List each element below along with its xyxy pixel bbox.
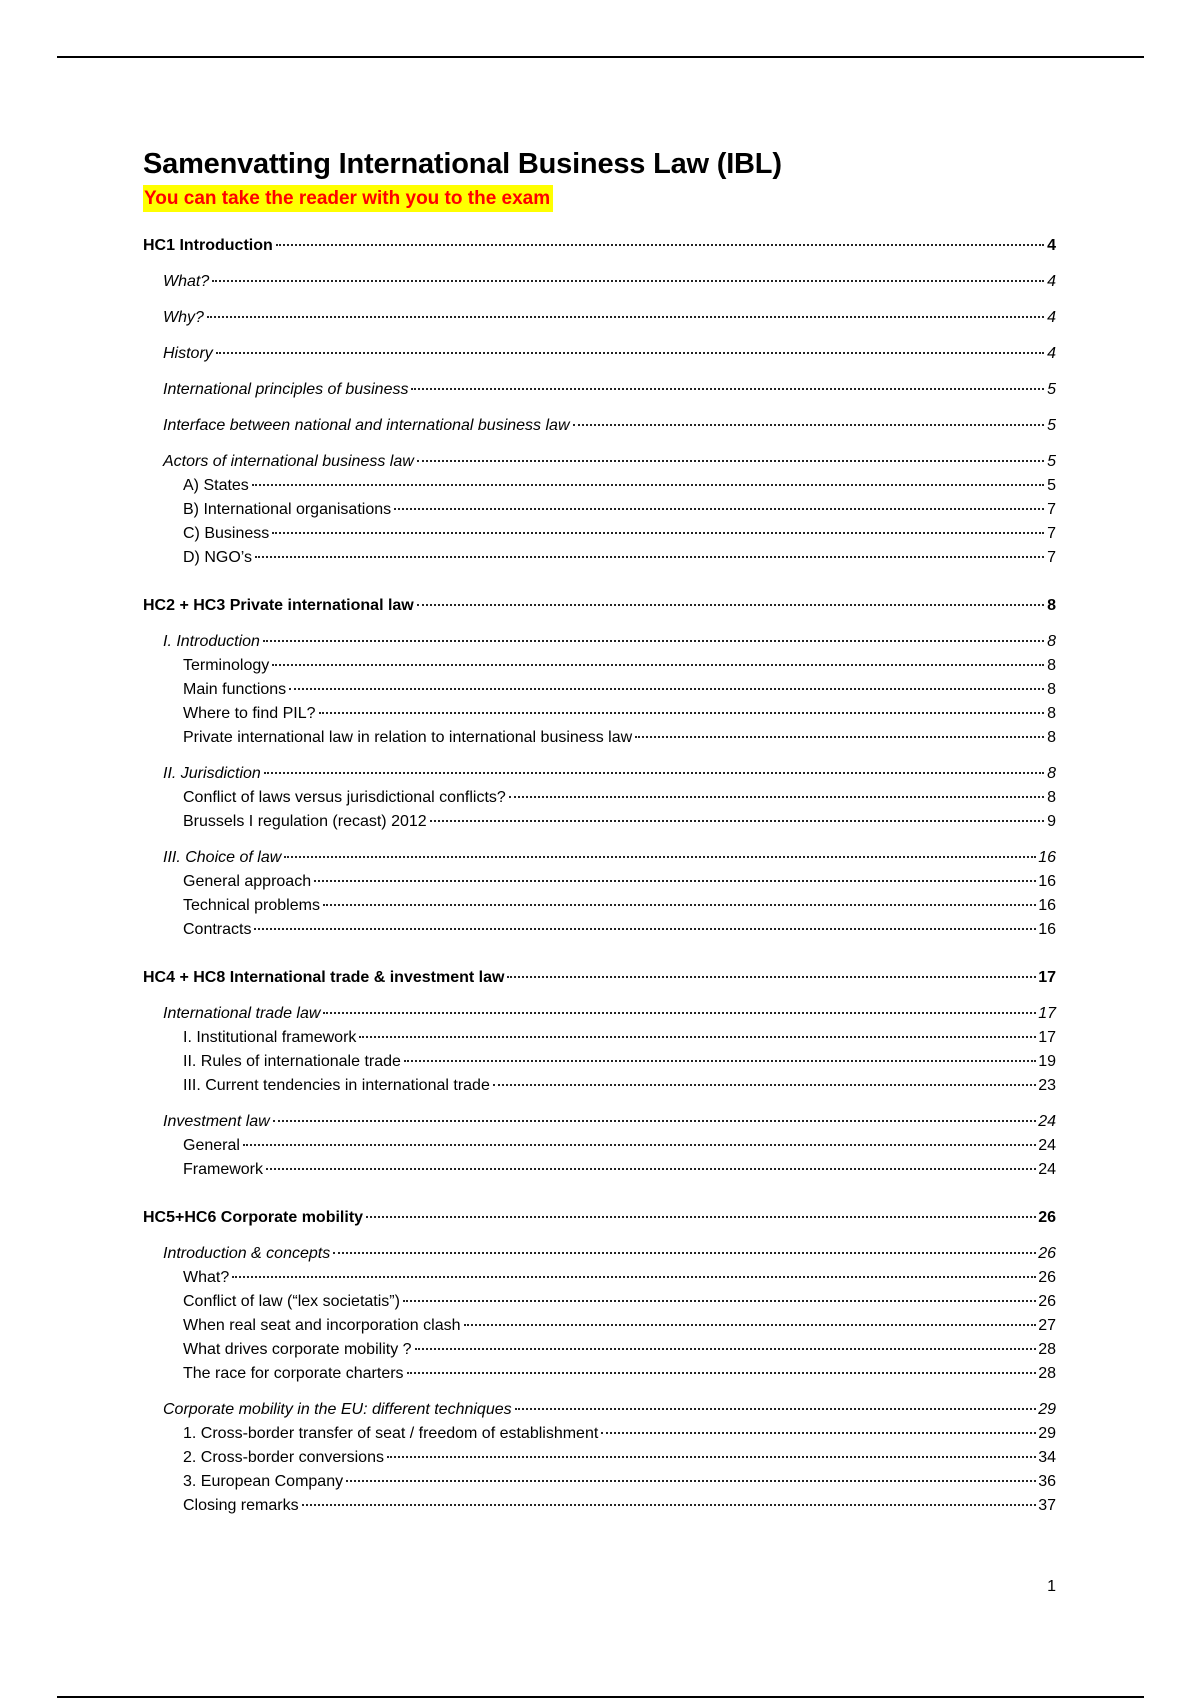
toc-entry-page: 8 <box>1047 681 1056 698</box>
toc-entry-why[interactable] <box>143 306 1056 330</box>
toc-entry-title: International principles of business <box>163 381 409 398</box>
document-title: Samenvatting International Business Law (IBL) <box>143 148 782 180</box>
header-rule <box>57 56 1144 58</box>
toc-entry-terminology[interactable] <box>143 654 1056 678</box>
dot-leader <box>333 1252 1036 1254</box>
dot-leader <box>252 484 1044 486</box>
toc-entry-title: C) Business <box>183 525 270 542</box>
toc-entry-current-tendencies[interactable] <box>143 1074 1056 1098</box>
toc-entry-page: 16 <box>1038 849 1056 866</box>
toc-entry-title: Closing remarks <box>183 1497 299 1514</box>
dot-leader <box>635 736 1044 738</box>
toc-entry-european-company[interactable] <box>143 1470 1056 1494</box>
dot-leader <box>254 928 1036 930</box>
toc-entry-business[interactable] <box>143 522 1056 546</box>
toc-entry-page: 8 <box>1047 633 1056 650</box>
toc-entry-title: I. Institutional framework <box>183 1029 357 1046</box>
dot-leader <box>394 508 1044 510</box>
toc-entry-investment-law[interactable] <box>143 1110 1056 1134</box>
toc-entry-page: 17 <box>1038 1029 1056 1046</box>
toc-entry-what-drives-mobility[interactable] <box>143 1338 1056 1362</box>
toc-entry-transfer-of-seat[interactable] <box>143 1422 1056 1446</box>
highlighted-note: You can take the reader with you to the exam <box>143 185 553 212</box>
toc-entry-what[interactable] <box>143 270 1056 294</box>
dot-leader <box>314 880 1036 882</box>
toc-entry-page: 16 <box>1038 921 1056 938</box>
dot-leader <box>493 1084 1036 1086</box>
toc-entry-title: HC5+HC6 Corporate mobility <box>143 1209 364 1226</box>
dot-leader <box>266 1168 1036 1170</box>
dot-leader <box>411 388 1044 390</box>
toc-entry-title: HC1 Introduction <box>143 237 273 254</box>
toc-entry-page: 24 <box>1038 1137 1056 1154</box>
toc-entry-page: 19 <box>1038 1053 1056 1070</box>
dot-leader <box>272 532 1044 534</box>
toc-entry-title: When real seat and incorporation clash <box>183 1317 461 1334</box>
dot-leader <box>407 1372 1037 1374</box>
toc-entry-title: History <box>163 345 213 362</box>
toc-entry-page: 28 <box>1038 1365 1056 1382</box>
toc-entry-title: Why? <box>163 309 204 326</box>
dot-leader <box>359 1036 1036 1038</box>
toc-entry-page: 4 <box>1047 345 1056 362</box>
toc-entry-actors[interactable] <box>143 450 1056 474</box>
toc-entry-hc1[interactable] <box>143 233 1056 258</box>
toc-entry-title: HC4 + HC8 International trade & investment law <box>143 969 505 986</box>
toc-entry-title: Investment law <box>163 1113 270 1130</box>
toc-entry-page: 34 <box>1038 1449 1056 1466</box>
dot-leader <box>284 856 1036 858</box>
dot-leader <box>346 1480 1036 1482</box>
toc-entry-page: 26 <box>1038 1209 1056 1226</box>
toc-entry-international-organisations[interactable] <box>143 498 1056 522</box>
toc-entry-title: 2. Cross-border conversions <box>183 1449 384 1466</box>
toc-entry-cross-border-conversions[interactable] <box>143 1446 1056 1470</box>
toc-entry-where-to-find-pil[interactable] <box>143 702 1056 726</box>
dot-leader <box>515 1408 1037 1410</box>
toc-entry-page: 8 <box>1047 765 1056 782</box>
toc-entry-title: Introduction & concepts <box>163 1245 331 1262</box>
dot-leader <box>573 424 1045 426</box>
dot-leader <box>273 1120 1036 1122</box>
toc-entry-principles[interactable] <box>143 378 1056 402</box>
toc-entry-title: A) States <box>183 477 249 494</box>
toc-entry-page: 7 <box>1047 549 1056 566</box>
dot-leader <box>601 1432 1036 1434</box>
dot-leader <box>509 796 1044 798</box>
toc-entry-page: 8 <box>1047 705 1056 722</box>
dot-leader <box>404 1060 1036 1062</box>
toc-entry-title: I. Introduction <box>163 633 260 650</box>
toc-entry-race-for-charters[interactable] <box>143 1362 1056 1386</box>
toc-entry-page: 23 <box>1038 1077 1056 1094</box>
toc-entry-page: 7 <box>1047 501 1056 518</box>
toc-entry-conflict-of-laws[interactable] <box>143 786 1056 810</box>
table-of-contents <box>143 233 1056 1518</box>
dot-leader <box>415 1348 1037 1350</box>
dot-leader <box>403 1300 1036 1302</box>
document-page <box>143 146 1056 1595</box>
dot-leader <box>289 688 1044 690</box>
dot-leader <box>387 1456 1036 1458</box>
toc-entry-ngos[interactable] <box>143 546 1056 570</box>
dot-leader <box>264 772 1044 774</box>
toc-entry-jurisdiction[interactable] <box>143 762 1056 786</box>
toc-entry-title: The race for corporate charters <box>183 1365 404 1382</box>
toc-entry-title: II. Rules of internationale trade <box>183 1053 401 1070</box>
toc-entry-brussels-regulation[interactable] <box>143 810 1056 834</box>
toc-entry-title: 1. Cross-border transfer of seat / freedom of establishment <box>183 1425 599 1442</box>
toc-entry-title: What? <box>183 1269 230 1286</box>
toc-entry-title: International trade law <box>163 1005 321 1022</box>
toc-entry-page: 8 <box>1047 789 1056 806</box>
toc-entry-page: 4 <box>1047 237 1056 254</box>
toc-entry-title: Corporate mobility in the EU: different techniques <box>163 1401 512 1418</box>
toc-entry-title: 3. European Company <box>183 1473 344 1490</box>
toc-entry-title: Terminology <box>183 657 270 674</box>
toc-entry-title: Conflict of law (“lex societatis”) <box>183 1293 400 1310</box>
toc-entry-title: Interface between national and international business law <box>163 417 570 434</box>
toc-entry-page: 29 <box>1038 1425 1056 1442</box>
toc-entry-introduction-concepts[interactable] <box>143 1242 1056 1266</box>
toc-entry-investment-general[interactable] <box>143 1134 1056 1158</box>
toc-entry-title: Main functions <box>183 681 287 698</box>
dot-leader <box>319 712 1044 714</box>
toc-entry-hc2[interactable] <box>143 593 1056 618</box>
dot-leader <box>464 1324 1037 1326</box>
dot-leader <box>507 976 1036 978</box>
toc-entry-page: 27 <box>1038 1317 1056 1334</box>
toc-entry-rules-of-trade[interactable] <box>143 1050 1056 1074</box>
toc-entry-title: HC2 + HC3 Private international law <box>143 597 414 614</box>
toc-entry-page: 16 <box>1038 873 1056 890</box>
toc-entry-page: 9 <box>1047 813 1056 830</box>
toc-entry-title: III. Choice of law <box>163 849 282 866</box>
toc-entry-pil-relation[interactable] <box>143 726 1056 750</box>
toc-entry-title: III. Current tendencies in international trade <box>183 1077 490 1094</box>
page-number: 1 <box>1047 1578 1056 1595</box>
toc-entry-page: 4 <box>1047 273 1056 290</box>
dot-leader <box>263 640 1044 642</box>
dot-leader <box>216 352 1044 354</box>
toc-entry-page: 24 <box>1038 1161 1056 1178</box>
toc-entry-page: 4 <box>1047 309 1056 326</box>
dot-leader <box>212 280 1044 282</box>
toc-entry-page: 16 <box>1038 897 1056 914</box>
dot-leader <box>207 316 1044 318</box>
toc-entry-contracts[interactable] <box>143 918 1056 942</box>
toc-entry-title: Brussels I regulation (recast) 2012 <box>183 813 427 830</box>
dot-leader <box>272 664 1044 666</box>
toc-entry-page: 26 <box>1038 1269 1056 1286</box>
dot-leader <box>302 1504 1037 1506</box>
dot-leader <box>366 1216 1036 1218</box>
toc-entry-title: Actors of international business law <box>163 453 414 470</box>
toc-entry-page: 36 <box>1038 1473 1056 1490</box>
toc-entry-title: General approach <box>183 873 312 890</box>
toc-entry-states[interactable] <box>143 474 1056 498</box>
toc-entry-institutional-framework[interactable] <box>143 1026 1056 1050</box>
toc-entry-page: 5 <box>1047 417 1056 434</box>
toc-entry-page: 29 <box>1038 1401 1056 1418</box>
toc-entry-title: What? <box>163 273 210 290</box>
dot-leader <box>232 1276 1036 1278</box>
subtitle-container <box>143 185 1056 217</box>
toc-entry-page: 5 <box>1047 453 1056 470</box>
toc-entry-international-trade-law[interactable] <box>143 1002 1056 1026</box>
toc-entry-real-seat-clash[interactable] <box>143 1314 1056 1338</box>
toc-entry-investment-framework[interactable] <box>143 1158 1056 1182</box>
toc-entry-page: 26 <box>1038 1293 1056 1310</box>
toc-entry-page: 26 <box>1038 1245 1056 1262</box>
toc-entry-corporate-what[interactable] <box>143 1266 1056 1290</box>
toc-entry-page: 8 <box>1047 657 1056 674</box>
dot-leader <box>430 820 1044 822</box>
toc-entry-page: 8 <box>1047 729 1056 746</box>
toc-entry-page: 37 <box>1038 1497 1056 1514</box>
toc-entry-page: 5 <box>1047 381 1056 398</box>
toc-entry-closing-remarks[interactable] <box>143 1494 1056 1518</box>
dot-leader <box>323 1012 1036 1014</box>
toc-entry-page: 7 <box>1047 525 1056 542</box>
toc-entry-title: Where to find PIL? <box>183 705 316 722</box>
dot-leader <box>255 556 1044 558</box>
dot-leader <box>243 1144 1036 1146</box>
toc-entry-page: 8 <box>1047 597 1056 614</box>
toc-entry-title: General <box>183 1137 240 1154</box>
footer-rule <box>57 1696 1144 1698</box>
toc-entry-history[interactable] <box>143 342 1056 366</box>
toc-entry-title: Technical problems <box>183 897 320 914</box>
toc-entry-lex-societatis[interactable] <box>143 1290 1056 1314</box>
toc-entry-title: Private international law in relation to international business law <box>183 729 633 746</box>
toc-entry-page: 24 <box>1038 1113 1056 1130</box>
toc-entry-interface[interactable] <box>143 414 1056 438</box>
toc-entry-title: Contracts <box>183 921 252 938</box>
toc-entry-hc4[interactable] <box>143 965 1056 990</box>
toc-entry-technical-problems[interactable] <box>143 894 1056 918</box>
toc-entry-page: 28 <box>1038 1341 1056 1358</box>
toc-entry-main-functions[interactable] <box>143 678 1056 702</box>
dot-leader <box>276 244 1044 246</box>
toc-entry-title: What drives corporate mobility ? <box>183 1341 412 1358</box>
dot-leader <box>323 904 1036 906</box>
toc-entry-title: D) NGO’s <box>183 549 253 566</box>
toc-entry-title: II. Jurisdiction <box>163 765 261 782</box>
toc-entry-general-approach[interactable] <box>143 870 1056 894</box>
toc-entry-page: 5 <box>1047 477 1056 494</box>
toc-entry-title: B) International organisations <box>183 501 392 518</box>
dot-leader <box>417 460 1044 462</box>
dot-leader <box>417 604 1044 606</box>
toc-entry-eu-techniques[interactable] <box>143 1398 1056 1422</box>
toc-entry-title: Conflict of laws versus jurisdictional conflicts? <box>183 789 506 806</box>
toc-entry-choice-of-law[interactable] <box>143 846 1056 870</box>
toc-entry-page: 17 <box>1038 1005 1056 1022</box>
toc-entry-page: 17 <box>1038 969 1056 986</box>
toc-entry-hc5[interactable] <box>143 1205 1056 1230</box>
toc-entry-title: Framework <box>183 1161 264 1178</box>
toc-entry-pil-introduction[interactable] <box>143 630 1056 654</box>
